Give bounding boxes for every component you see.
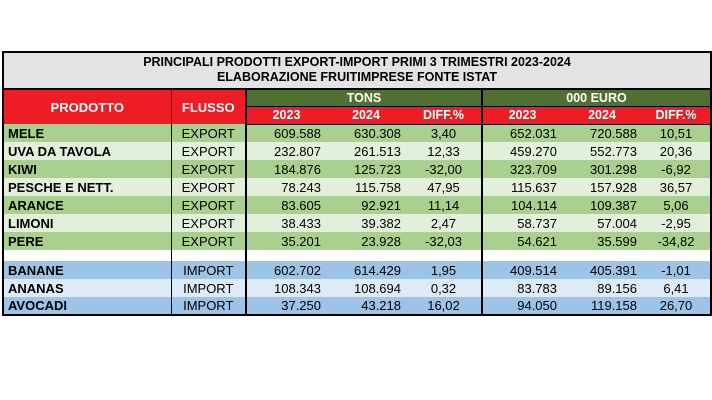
header-group-tons: TONS xyxy=(246,89,482,106)
product-cell: BANANE xyxy=(8,262,64,278)
tons-diff-cell: 3,40 xyxy=(430,125,457,141)
flow-cell: IMPORT xyxy=(171,297,246,315)
euro-diff-cell: 6,41 xyxy=(663,280,689,296)
product-cell: PERE xyxy=(8,233,44,249)
table-row-avocadi xyxy=(3,297,711,315)
tons-diff-cell: 2,47 xyxy=(430,215,457,231)
table-row-uva-da-tavola xyxy=(3,142,711,160)
table-row-arance xyxy=(3,196,711,214)
export-import-table xyxy=(2,51,712,316)
euro-2023-cell: 58.737 xyxy=(482,214,562,232)
flow-cell: EXPORT xyxy=(171,196,246,214)
tons-2023-cell: 78.243 xyxy=(246,178,326,196)
euro-2023-cell: 459.270 xyxy=(482,142,562,160)
euro-2023-cell: 115.637 xyxy=(482,178,562,196)
tons-2024-cell: 43.218 xyxy=(361,298,401,313)
product-cell: PESCHE E NETT. xyxy=(8,179,114,195)
spacer-cell xyxy=(246,250,326,261)
header-group-euro: 000 EURO xyxy=(482,89,711,106)
tons-2023-cell: 602.702 xyxy=(246,261,326,279)
tons-diff-cell: 11,14 xyxy=(427,197,460,213)
tons-2024-cell: 614.429 xyxy=(354,262,401,278)
title-row xyxy=(3,52,711,89)
tons-2024-cell: 261.513 xyxy=(354,143,401,159)
product-cell: ANANAS xyxy=(8,280,64,296)
euro-2023-cell: 94.050 xyxy=(482,297,562,315)
tons-diff-cell: 0,32 xyxy=(430,280,457,296)
spacer-cell xyxy=(562,250,642,261)
header-tons-2023: 2023 xyxy=(246,106,326,124)
header-euro-2023: 2023 xyxy=(482,106,562,124)
header-tons-2024: 2024 xyxy=(326,106,406,124)
euro-2024-cell: 720.588 xyxy=(590,125,637,141)
table-row-limoni xyxy=(3,214,711,232)
product-cell: ARANCE xyxy=(8,197,64,213)
euro-2024-cell: 109.387 xyxy=(590,197,637,213)
euro-2024-cell: 89.156 xyxy=(597,280,637,296)
tons-2024-cell: 23.928 xyxy=(361,233,401,249)
tons-diff-cell: -32,00 xyxy=(425,161,462,177)
table-subtitle: ELABORAZIONE FRUITIMPRESE FONTE ISTAT xyxy=(216,70,498,84)
tons-2023-cell: 108.343 xyxy=(246,279,326,297)
spacer-cell xyxy=(406,250,482,261)
tons-2023-cell: 184.876 xyxy=(246,160,326,178)
euro-2023-cell: 652.031 xyxy=(482,124,562,142)
spacer-cell xyxy=(482,250,562,261)
euro-2024-cell: 119.158 xyxy=(590,298,637,313)
table-body xyxy=(3,124,711,315)
flow-cell: EXPORT xyxy=(171,142,246,160)
tons-diff-cell: 16,02 xyxy=(427,298,460,313)
header-tons-diff: DIFF.% xyxy=(406,106,482,124)
flow-cell: EXPORT xyxy=(171,124,246,142)
tons-2023-cell: 38.433 xyxy=(246,214,326,232)
tons-2024-cell: 108.694 xyxy=(354,280,401,296)
flow-cell: EXPORT xyxy=(171,178,246,196)
euro-diff-cell: 10,51 xyxy=(659,125,693,141)
spacer-cell xyxy=(642,250,711,261)
euro-2024-cell: 405.391 xyxy=(590,262,637,278)
section-spacer-row xyxy=(3,250,711,261)
tons-2023-cell: 35.201 xyxy=(246,232,326,250)
tons-2023-cell: 609.588 xyxy=(246,124,326,142)
product-cell: AVOCADI xyxy=(8,298,67,313)
header-euro-2024: 2024 xyxy=(562,106,642,124)
flow-cell: EXPORT xyxy=(171,160,246,178)
euro-2024-cell: 301.298 xyxy=(590,161,637,177)
euro-2023-cell: 323.709 xyxy=(482,160,562,178)
tons-2024-cell: 39.382 xyxy=(361,215,401,231)
header-group-row xyxy=(3,89,711,106)
euro-2023-cell: 409.514 xyxy=(482,261,562,279)
flow-cell: IMPORT xyxy=(171,279,246,297)
euro-diff-cell: 20,36 xyxy=(659,143,693,159)
table-row-banane xyxy=(3,261,711,279)
tons-2023-cell: 232.807 xyxy=(246,142,326,160)
tons-2023-cell: 37.250 xyxy=(246,297,326,315)
tons-2023-cell: 83.605 xyxy=(246,196,326,214)
product-cell: MELE xyxy=(8,125,45,141)
euro-2023-cell: 104.114 xyxy=(482,196,562,214)
flow-cell: IMPORT xyxy=(171,261,246,279)
product-cell: UVA DA TAVOLA xyxy=(8,143,112,159)
product-cell: LIMONI xyxy=(8,215,54,231)
euro-diff-cell: 36,57 xyxy=(659,179,693,195)
table-row-pesche-e-nett- xyxy=(3,178,711,196)
spacer-cell xyxy=(171,250,246,261)
euro-diff-cell: 26,70 xyxy=(659,298,693,313)
table-title-block xyxy=(3,52,711,89)
table-title: PRINCIPALI PRODOTTI EXPORT-IMPORT PRIMI 3 TRIMESTRI 2023-2024 xyxy=(143,55,571,69)
product-cell: KIWI xyxy=(8,161,37,177)
euro-2023-cell: 54.621 xyxy=(482,232,562,250)
euro-2024-cell: 57.004 xyxy=(597,215,637,231)
tons-2024-cell: 115.758 xyxy=(354,179,401,195)
euro-2024-cell: 552.773 xyxy=(590,143,637,159)
tons-diff-cell: 1,95 xyxy=(430,262,457,278)
spacer-cell xyxy=(3,250,171,261)
table-row-pere xyxy=(3,232,711,250)
tons-diff-cell: -32,03 xyxy=(425,233,462,249)
header-prodotto: PRODOTTO xyxy=(3,89,171,124)
spacer-cell xyxy=(326,250,406,261)
table-row-kiwi xyxy=(3,160,711,178)
euro-2024-cell: 35.599 xyxy=(597,233,637,249)
euro-2024-cell: 157.928 xyxy=(590,179,637,195)
tons-2024-cell: 125.723 xyxy=(354,161,401,177)
tons-2024-cell: 92.921 xyxy=(361,197,401,213)
header-euro-diff: DIFF.% xyxy=(642,106,711,124)
flow-cell: EXPORT xyxy=(171,214,246,232)
tons-diff-cell: 12,33 xyxy=(427,143,460,159)
tons-2024-cell: 630.308 xyxy=(354,125,401,141)
euro-diff-cell: -34,82 xyxy=(657,233,695,249)
header-flusso: FLUSSO xyxy=(171,89,246,124)
euro-diff-cell: -6,92 xyxy=(661,161,691,177)
table-row-mele xyxy=(3,124,711,142)
euro-2023-cell: 83.783 xyxy=(482,279,562,297)
table-row-ananas xyxy=(3,279,711,297)
euro-diff-cell: -2,95 xyxy=(661,215,691,231)
euro-diff-cell: -1,01 xyxy=(661,262,691,278)
euro-diff-cell: 5,06 xyxy=(663,197,689,213)
tons-diff-cell: 47,95 xyxy=(427,179,460,195)
flow-cell: EXPORT xyxy=(171,232,246,250)
